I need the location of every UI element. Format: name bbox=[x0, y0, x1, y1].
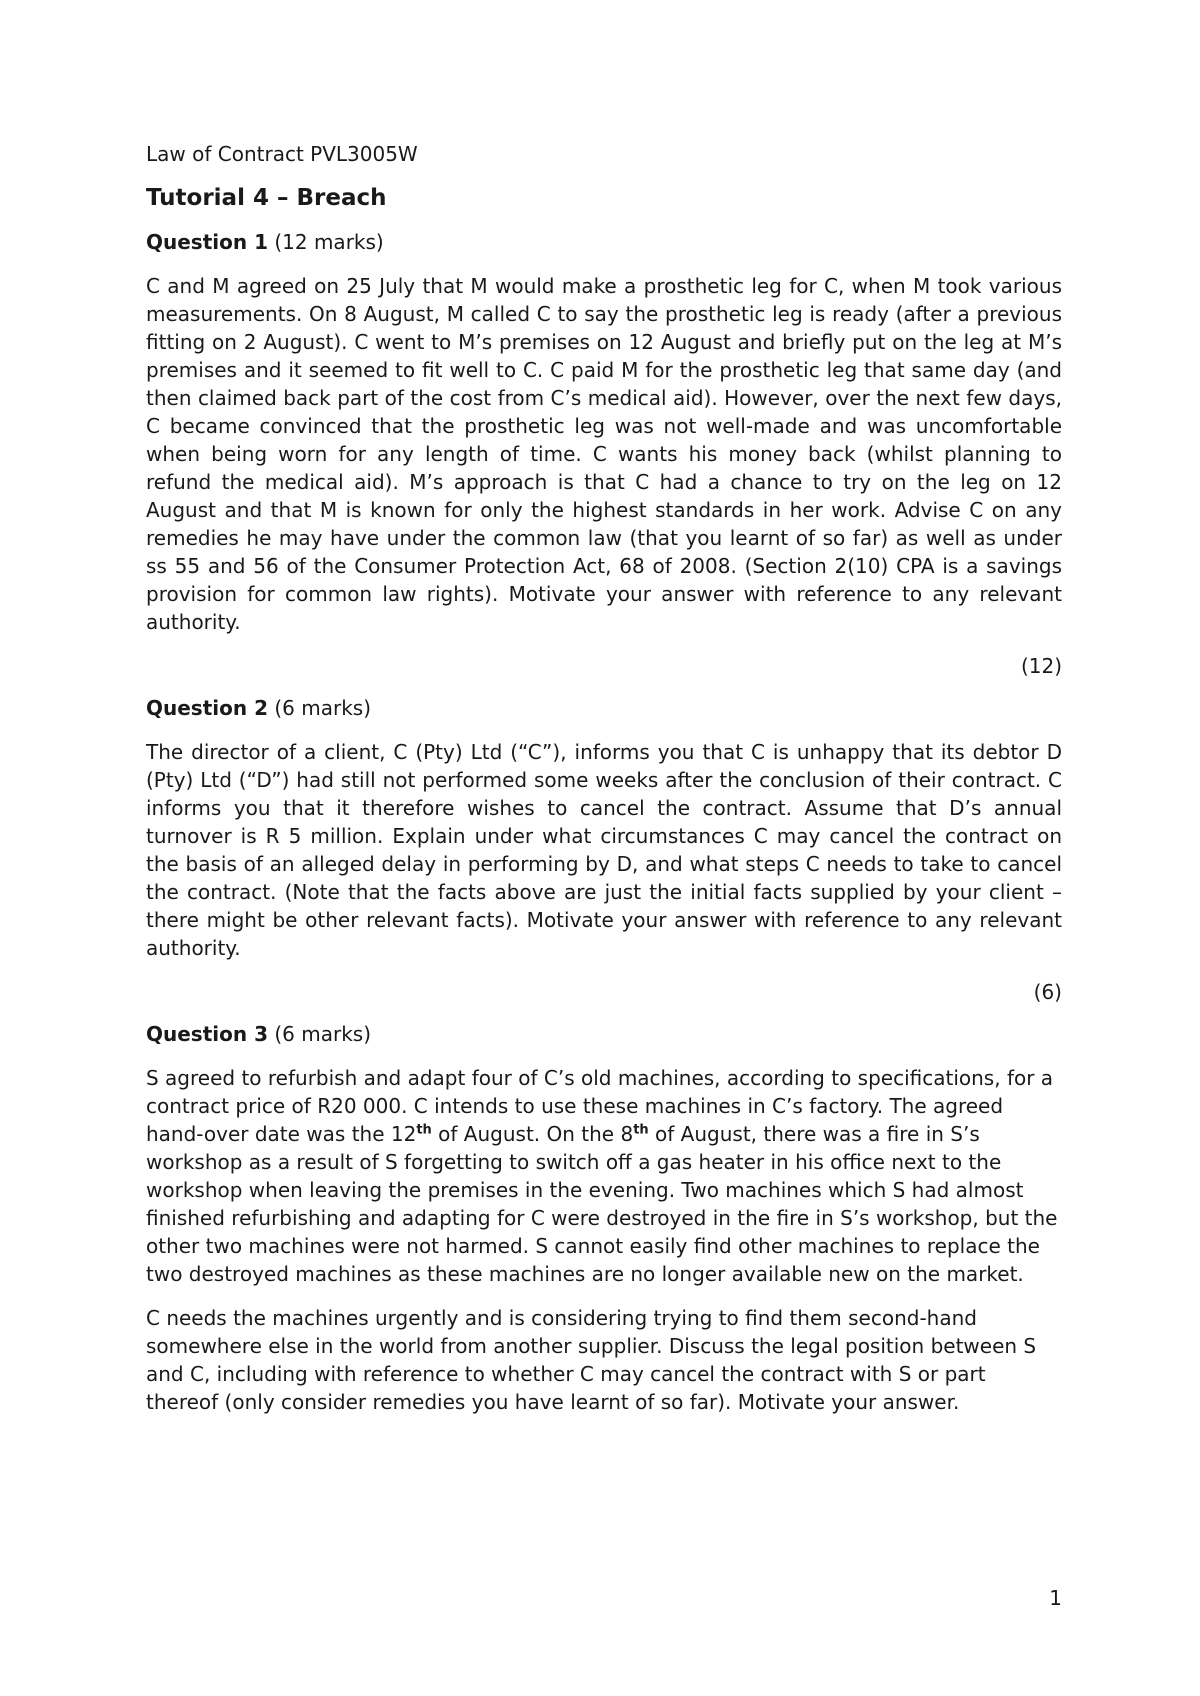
course-title: Law of Contract PVL3005W bbox=[146, 142, 418, 166]
question-3-text-part-2: of August. On the 8 bbox=[431, 1122, 634, 1146]
question-2-heading bbox=[146, 694, 1062, 722]
ordinal-suffix: th bbox=[633, 1122, 649, 1138]
question-3-text-part-1: S agreed to refurbish and adapt four of C’s old machines, according to specifications, for a contract price of R20 000. C intends to use these machines in C’s factory. The agreed hand-over date was the 12 bbox=[146, 1066, 1054, 1146]
question-3-marks: (6 marks) bbox=[274, 1022, 371, 1046]
page-number: 1 bbox=[1049, 1586, 1062, 1610]
document-page bbox=[146, 140, 1062, 1432]
question-2-marks: (6 marks) bbox=[274, 696, 371, 720]
question-1-label: Question 1 bbox=[146, 230, 268, 254]
question-2-text: The director of a client, C (Pty) Ltd (“C”), informs you that C is unhappy that its debtor D (Pty) Ltd (“D”) had still not performed some weeks after the conclusion of their contract. C informs you that it therefore wishes to cancel the contract. Assume that D’s annual turnover is R 5 million. Explain under what circumstances C may cancel the contract on the basis of an alleged delay in performing by D, and what steps C needs to take to cancel the contract. (Note that the facts above are just the initial facts supplied by your client – there might be other relevant facts). Motivate your answer with reference to any relevant authority. bbox=[146, 740, 1062, 960]
question-3-text-paragraph-2: C needs the machines urgently and is considering trying to find them second-hand somewhere else in the world from another supplier. Discuss the legal position between S and C, including with reference to whether C may cancel the contract with S or part thereof (only consider remedies you have learnt of so far). Motivate your answer. bbox=[146, 1306, 1037, 1414]
question-1-total-marks: (12) bbox=[1020, 654, 1062, 678]
question-1-text: C and M agreed on 25 July that M would make a prosthetic leg for C, when M took various measurements. On 8 August, M called C to say the prosthetic leg is ready (after a previous fitting on 2 August). C went to M’s premises on 12 August and briefly put on the leg at M’s premises and it seemed to fit well to C. C paid M for the prosthetic leg that same day (and then claimed back part of the cost from C’s medical aid). However, over the next few days, C became convinced that the prosthetic leg was not well-made and was uncomfortable when being worn for any length of time. C wants his money back (whilst planning to refund the medical aid). M’s approach is that C had a chance to try on the leg on 12 August and that M is known for only the highest standards in her work. Advise C on any remedies he may have under the common law (that you learnt of so far) as well as under ss 55 and 56 of the Consumer Protection Act, 68 of 2008. (Section 2(10) CPA is a savings provision for common law rights). Motivate your answer with reference to any relevant authority. bbox=[146, 274, 1062, 634]
question-2-total-marks: (6) bbox=[1033, 980, 1062, 1004]
question-3-text-part-3: of August, there was a fire in S’s workshop as a result of S forgetting to switch off a gas heater in his office next to the workshop when leaving the premises in the evening. Two machines which S had almost finished refurbishing and adapting for C were destroyed in the fire in S’s workshop, but the other two machines were not harmed. S cannot easily find other machines to replace the two destroyed machines as these machines are no longer available new on the market. bbox=[146, 1122, 1058, 1286]
question-3-label: Question 3 bbox=[146, 1022, 268, 1046]
question-2-label: Question 2 bbox=[146, 696, 268, 720]
question-1-heading bbox=[146, 228, 1062, 256]
question-1-marks: (12 marks) bbox=[274, 230, 384, 254]
tutorial-title: Tutorial 4 – Breach bbox=[146, 185, 387, 211]
ordinal-suffix: th bbox=[416, 1122, 432, 1138]
question-3-text-paragraph-1 bbox=[146, 1064, 1062, 1288]
question-3-heading bbox=[146, 1020, 1062, 1048]
